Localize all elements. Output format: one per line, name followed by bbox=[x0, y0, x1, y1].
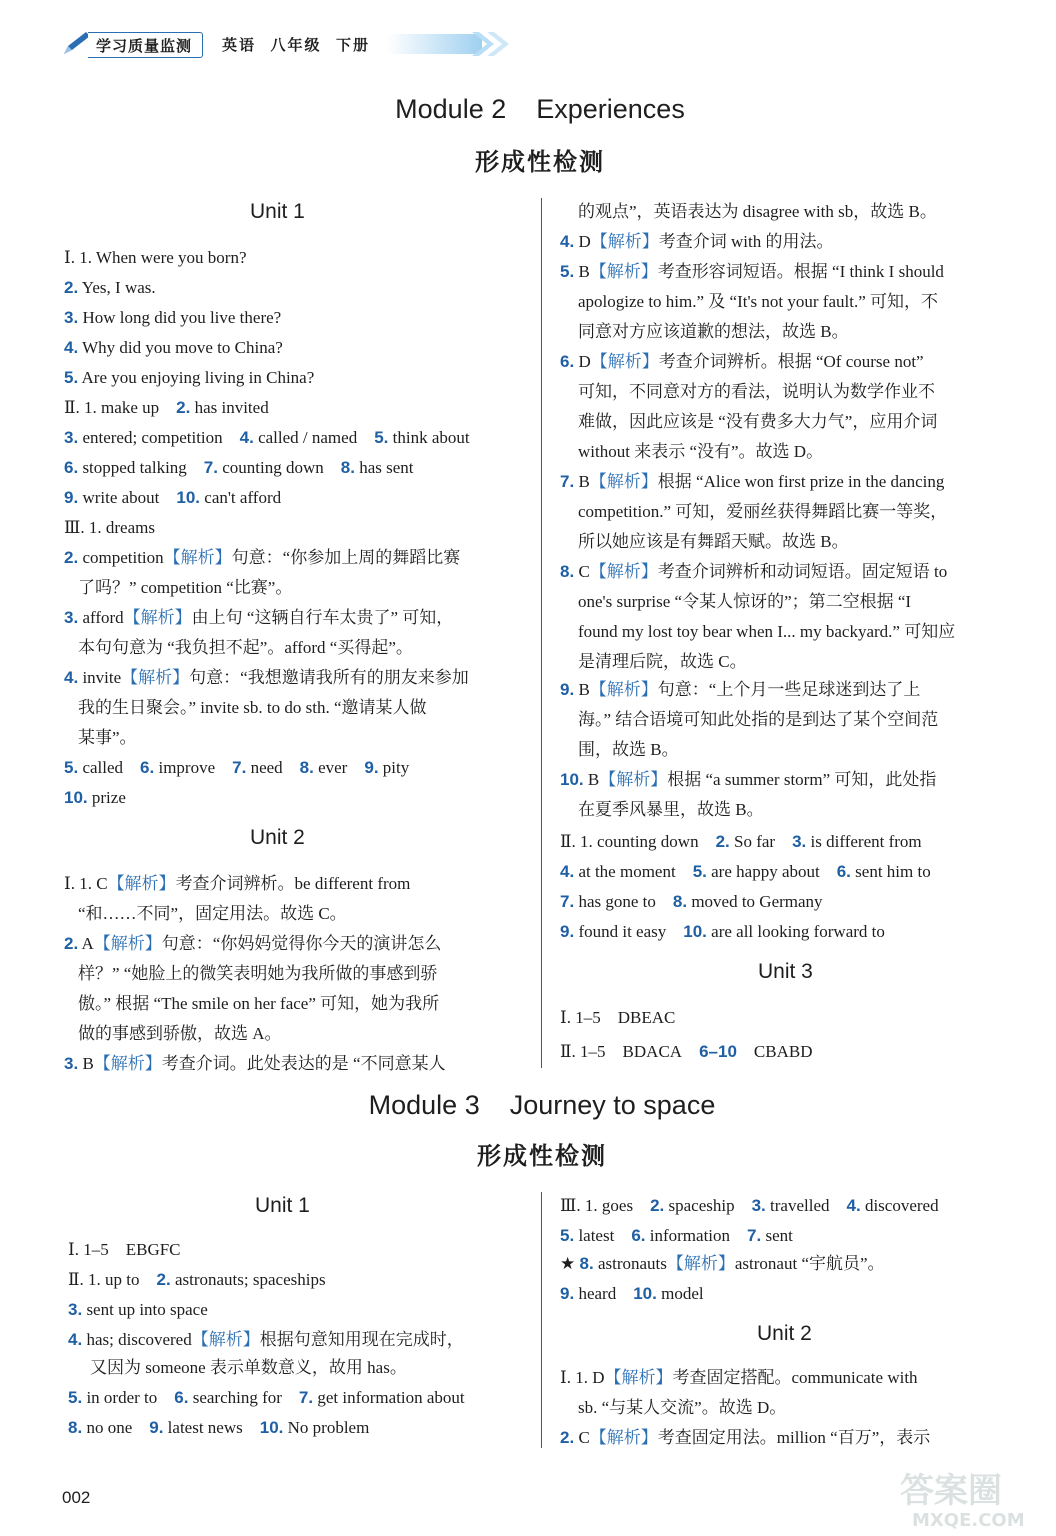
unit-heading: Unit 3 bbox=[758, 960, 813, 983]
answer-line: 3. sent up into space bbox=[68, 1300, 208, 1319]
series-label: 学习质量监测 bbox=[88, 32, 203, 58]
answer-line: 6. D【解析】考查介词辨析。根据 “Of course not” bbox=[560, 352, 924, 371]
answer-line: 9. found it easy 10. are all looking forward to bbox=[560, 922, 885, 941]
answer-line: 3. How long did you live there? bbox=[64, 308, 282, 327]
answer-line: ★ 8. astronauts【解析】astronaut “宇航员”。 bbox=[560, 1254, 885, 1273]
answer-line: 7. has gone to 8. moved to Germany bbox=[560, 892, 823, 911]
unit-heading: Unit 2 bbox=[757, 1322, 812, 1345]
answer-line: Ⅲ. 1. goes 2. spaceship 3. travelled 4. discovered bbox=[560, 1196, 939, 1215]
answer-line: 傲。” 根据 “The smile on her face” 可知，她为我所 bbox=[78, 994, 440, 1013]
answer-line: found my lost toy bear when I... my backyard.” 可知应 bbox=[578, 622, 956, 641]
answer-line: 9. heard 10. model bbox=[560, 1284, 704, 1303]
answer-line: 5. B【解析】考查形容词短语。根据 “I think I should bbox=[560, 262, 944, 281]
answer-line: 本句句意为 “我负担不起”。afford “买得起”。 bbox=[78, 638, 413, 657]
unit-heading: Unit 1 bbox=[250, 200, 305, 223]
answer-line: 4. D【解析】考查介词 with 的用法。 bbox=[560, 232, 834, 251]
answer-line: 5. in order to 6. searching for 7. get information about bbox=[68, 1388, 465, 1407]
answer-line: 4. at the moment 5. are happy about 6. sent him to bbox=[560, 862, 931, 881]
answer-line: 的观点”，英语表达为 disagree with sb，故选 B。 bbox=[578, 202, 937, 221]
module2-subtitle: 形成性检测 bbox=[475, 148, 605, 176]
subject-label: 英语 bbox=[222, 35, 257, 54]
answer-line: 5. Are you enjoying living in China? bbox=[64, 368, 315, 387]
svg-text:答案圈: 答案圈 bbox=[900, 1471, 1002, 1511]
answer-line: sb. “与某人交流”。故选 D。 bbox=[578, 1398, 787, 1417]
module3-title: Module 3 Journey to space bbox=[368, 1090, 716, 1120]
answer-line: 3. B【解析】考查介词。此处表达的是 “不同意某人 bbox=[64, 1054, 446, 1073]
answer-line: 做的事感到骄傲，故选 A。 bbox=[78, 1024, 282, 1043]
module2-title: Module 2 Experiences bbox=[395, 94, 685, 124]
answer-line: “和……不同”，固定用法。故选 C。 bbox=[78, 904, 347, 923]
answer-line: 2. Yes, I was. bbox=[64, 278, 156, 297]
answer-line: 又因为 someone 表示单数意义，故用 has。 bbox=[90, 1358, 407, 1377]
answer-line: Ⅰ. 1. D【解析】考查固定搭配。communicate with bbox=[560, 1368, 918, 1387]
module3-subtitle: 形成性检测 bbox=[477, 1142, 607, 1170]
answer-line: apologize to him.” 及 “It's not your fault.” 可知，不 bbox=[578, 292, 938, 311]
answer-line: 同意对方应该道歉的想法，故选 B。 bbox=[578, 322, 849, 341]
unit-heading: Unit 2 bbox=[250, 826, 305, 849]
watermark-logo bbox=[892, 1462, 1042, 1532]
svg-text:MXQE.COM: MXQE.COM bbox=[912, 1510, 1025, 1531]
answer-line: 5. latest 6. information 7. sent bbox=[560, 1226, 793, 1245]
answer-line: 4. Why did you move to China? bbox=[64, 338, 283, 357]
answer-line: without 来表示 “没有”。故选 D。 bbox=[578, 442, 824, 461]
answer-line: Ⅰ. 1–5 EBGFC bbox=[68, 1240, 181, 1259]
answer-line: 海。” 结合语境可知此处指的是到达了某个空间范 bbox=[578, 710, 939, 729]
answer-line: 10. prize bbox=[64, 788, 126, 807]
answer-line: 3. afford【解析】由上句 “这辆自行车太贵了” 可知， bbox=[64, 608, 454, 627]
subject-grade-term bbox=[222, 32, 370, 56]
answer-line: Ⅱ. 1. up to 2. astronauts; spaceships bbox=[68, 1270, 326, 1289]
answer-line: 8. no one 9. latest news 10. No problem bbox=[68, 1418, 370, 1437]
answer-line: 9. B【解析】句意：“上个月一些足球迷到达了上 bbox=[560, 680, 921, 699]
answer-line: 2. A【解析】句意：“你妈妈觉得你今天的演讲怎么 bbox=[64, 934, 442, 953]
running-header bbox=[62, 28, 462, 60]
answer-line: 可知，不同意对方的看法，说明认为数学作业不 bbox=[578, 382, 935, 401]
answer-line: 4. has; discovered【解析】根据句意知用现在完成时， bbox=[68, 1330, 464, 1349]
answer-line: Ⅰ. 1. C【解析】考查介词辨析。be different from bbox=[64, 874, 411, 893]
answer-line: 某事”。 bbox=[78, 728, 137, 747]
answer-line: 是清理后院，故选 C。 bbox=[578, 652, 747, 671]
answer-line: Ⅰ. 1–5 DBEAC bbox=[560, 1008, 676, 1027]
column-divider bbox=[541, 1192, 542, 1448]
answer-line: Ⅱ. 1–5 BDACA 6–10 CBABD bbox=[560, 1042, 813, 1061]
answer-line: 2. competition【解析】句意：“你参加上周的舞蹈比赛 bbox=[64, 548, 461, 567]
chevron-arrows-icon bbox=[387, 30, 522, 58]
answer-line: 在夏季风暴里，故选 B。 bbox=[578, 800, 764, 819]
answer-line: 围，故选 B。 bbox=[578, 740, 679, 759]
answer-line: 3. entered; competition 4. called / named 5. think about bbox=[64, 428, 470, 447]
answer-line: Ⅱ. 1. counting down 2. So far 3. is different from bbox=[560, 832, 922, 851]
answer-line: 所以她应该是有舞蹈天赋。故选 B。 bbox=[578, 532, 849, 551]
page-number: 002 bbox=[62, 1488, 91, 1507]
answer-line: 难做，因此应该是 “没有费多大力气”，应用介词 bbox=[578, 412, 938, 431]
answer-line: 7. B【解析】根据 “Alice won first prize in the dancing bbox=[560, 472, 945, 491]
term-label: 下册 bbox=[335, 35, 370, 54]
answer-line: 10. B【解析】根据 “a summer storm” 可知，此处指 bbox=[560, 770, 937, 789]
answer-line: 6. stopped talking 7. counting down 8. has sent bbox=[64, 458, 414, 477]
answer-line: Ⅲ. 1. dreams bbox=[64, 518, 155, 537]
answer-line: competition.” 可知，爱丽丝获得舞蹈比赛一等奖， bbox=[578, 502, 948, 521]
answer-line: 8. C【解析】考查介词辨析和动词短语。固定短语 to bbox=[560, 562, 948, 581]
unit-heading: Unit 1 bbox=[255, 1194, 310, 1217]
answer-line: 我的生日聚会。” invite sb. to do sth. “邀请某人做 bbox=[78, 698, 427, 717]
answer-line: 4. invite【解析】句意：“我想邀请我所有的朋友来参加 bbox=[64, 668, 469, 687]
answer-line: 样？” “她脸上的微笑表明她为我所做的事感到骄 bbox=[78, 964, 438, 983]
answer-line: 5. called 6. improve 7. need 8. ever 9. pity bbox=[64, 758, 410, 777]
answer-line: Ⅰ. 1. When were you born? bbox=[64, 248, 247, 267]
grade-label: 八年级 bbox=[270, 35, 322, 54]
answer-line: 了吗？” competition “比赛”。 bbox=[78, 578, 293, 597]
answer-line: 2. C【解析】考查固定用法。million “百万”，表示 bbox=[560, 1428, 931, 1447]
answer-line: Ⅱ. 1. make up 2. has invited bbox=[64, 398, 269, 417]
answer-line: one's surprise “令某人惊讶的”；第二空根据 “I bbox=[578, 592, 912, 611]
answer-line: 9. write about 10. can't afford bbox=[64, 488, 282, 507]
column-divider bbox=[541, 198, 542, 1068]
